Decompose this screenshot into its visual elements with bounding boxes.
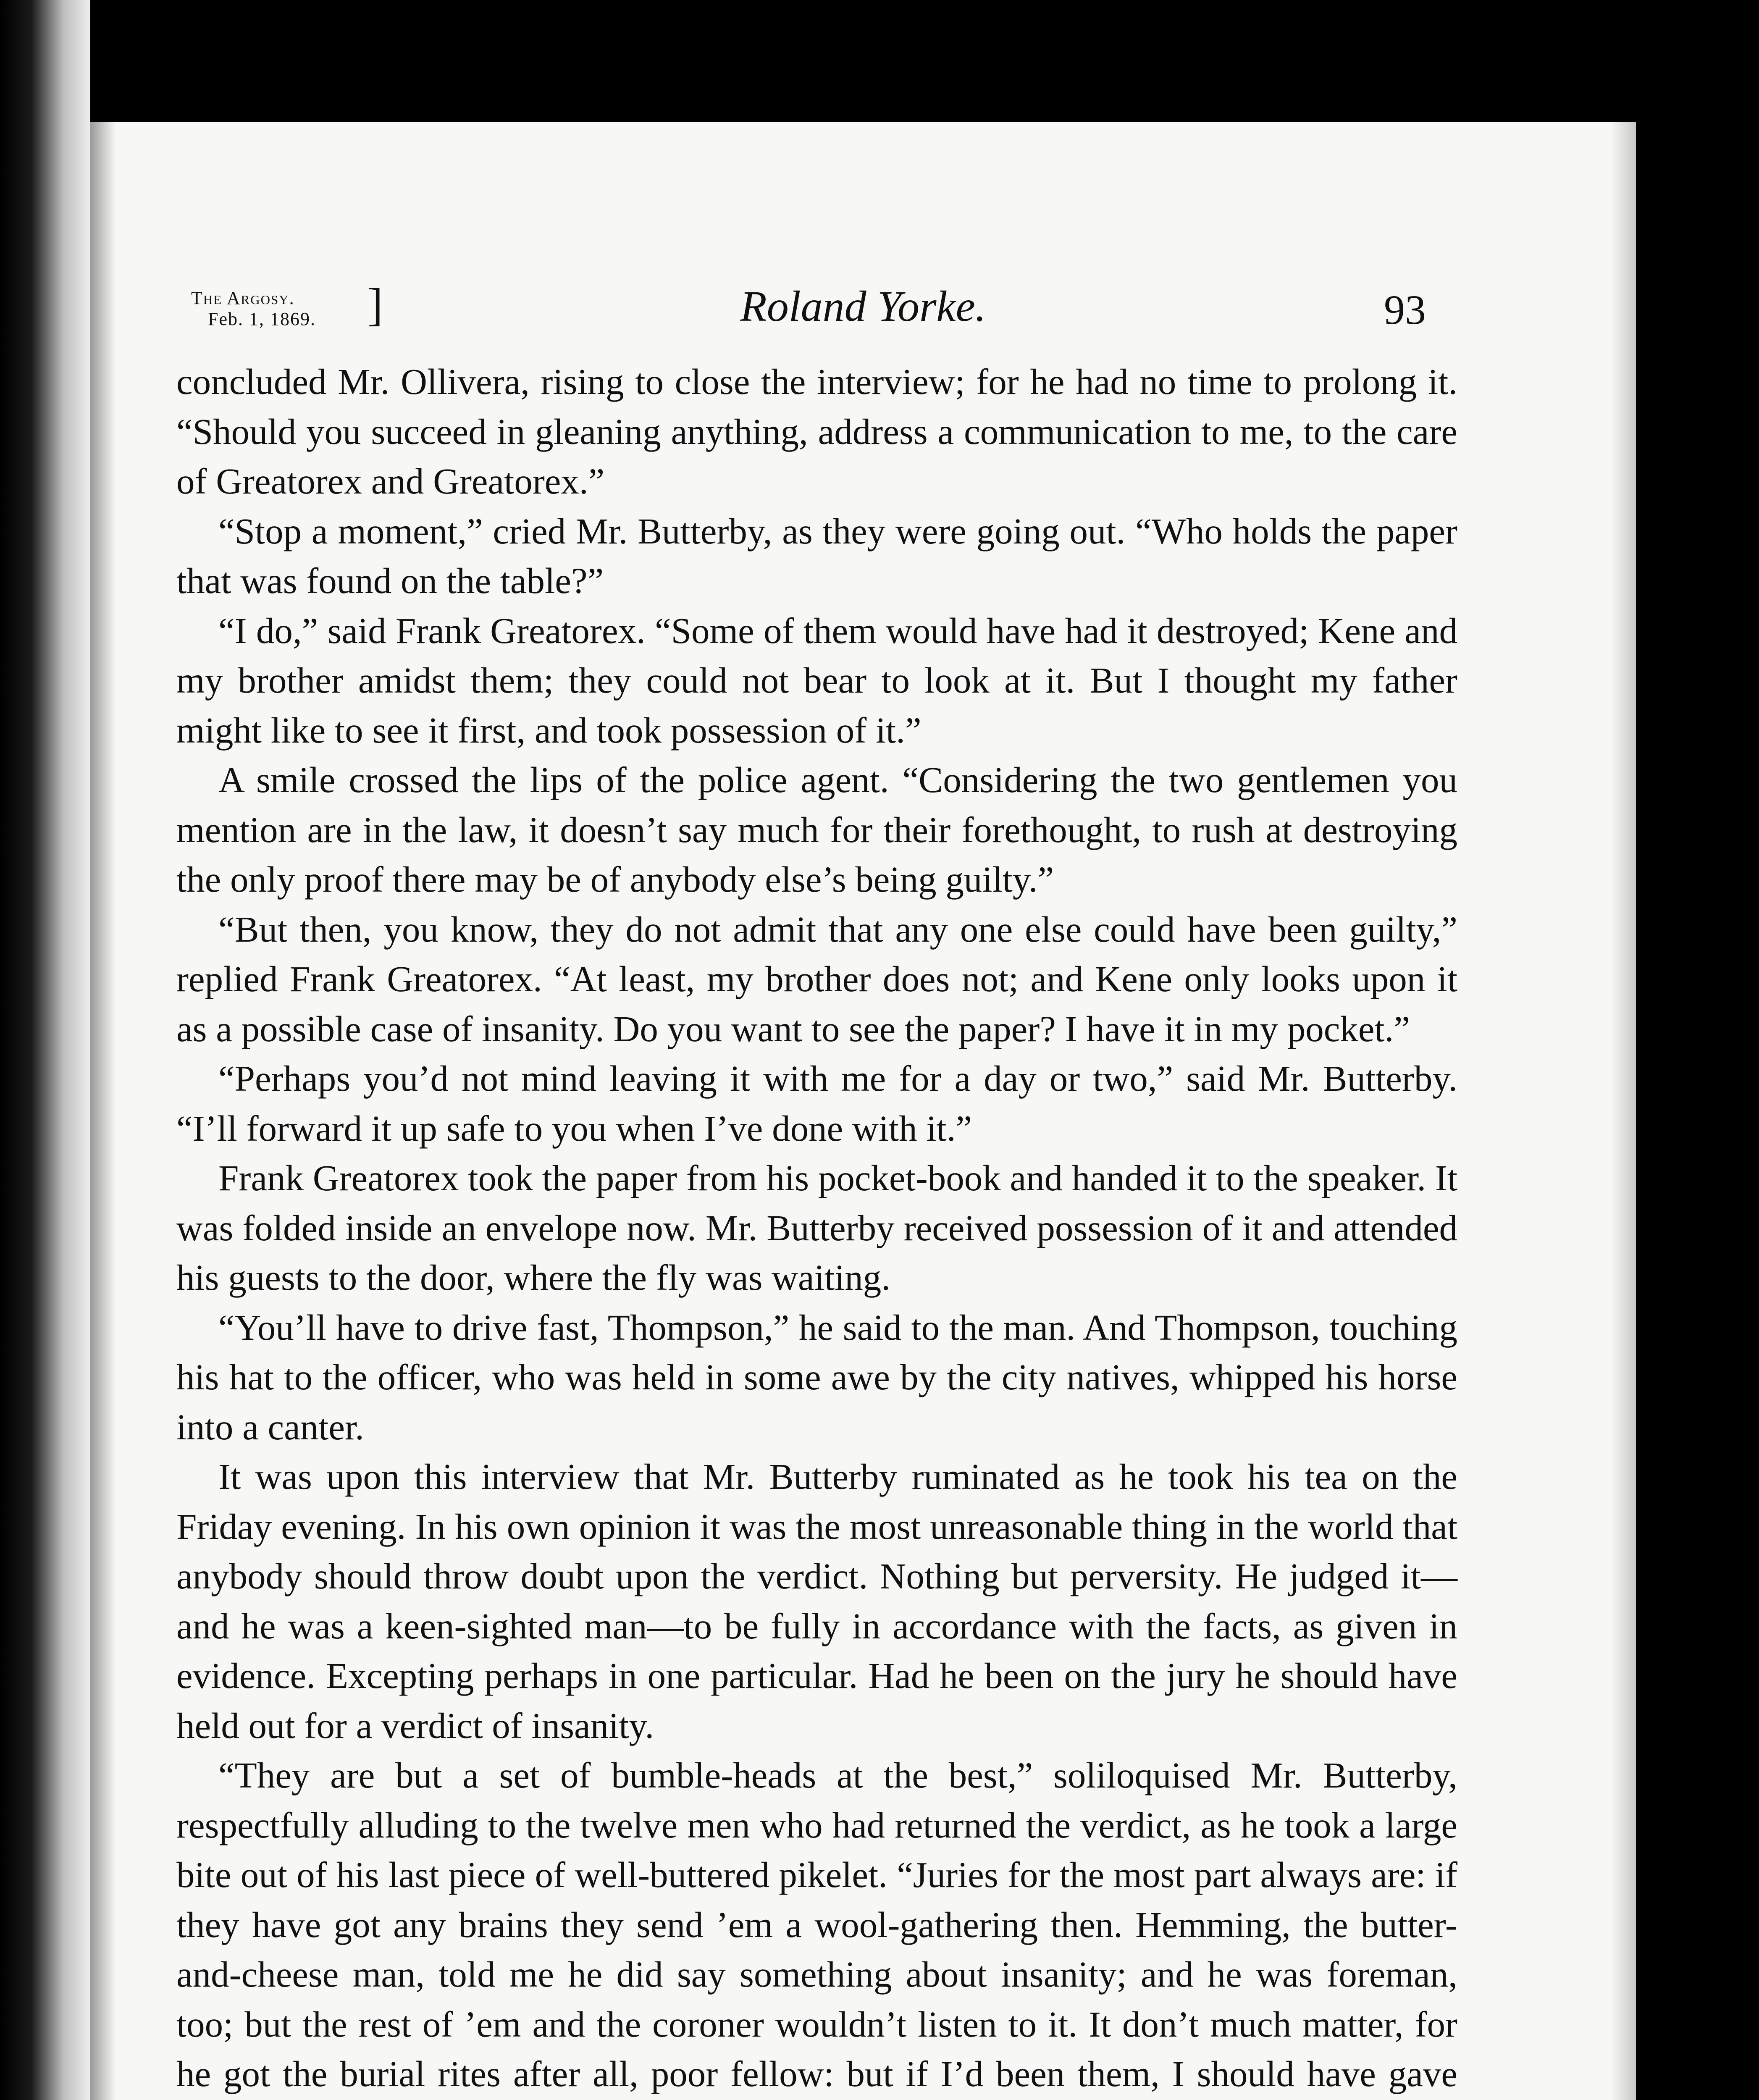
page-edge-shadow — [1611, 122, 1636, 2100]
body-text — [176, 357, 1457, 2100]
paragraph: “Stop a moment,” cried Mr. Butterby, as they were going out. “Who holds the paper that was found on the table?” — [176, 510, 1457, 601]
source-date: Feb. 1, 1869. — [208, 309, 316, 329]
paragraph: concluded Mr. Ollivera, rising to close the interview; for he had no time to prolong it. “Should you succeed in gleaning anything, address a communication to me, to the care of Greatorex and Greatorex.” — [176, 361, 1457, 501]
paragraph: Frank Greatorex took the paper from his pocket-book and handed it to the speaker. It was folded inside an envelope now. Mr. Butterby received possession of it and attended his guests to the door, where the fly was waiting. — [176, 1158, 1457, 1298]
paragraph: “But then, you know, they do not admit that any one else could have been guilty,” replied Frank Greatorex. “At least, my brother does not; and Kene only looks upon it as a possible case of insanity. Do you want to see the paper? I have it in my pocket.” — [176, 908, 1457, 1049]
paragraph: “They are but a set of bumble-heads at the best,” soliloquised Mr. Butterby, respectfully alluding to the twelve men who had returned the verdict, as he took a large bite out of his last piece of well-buttered pikelet. “Juries for the most part always are: if they have got any brains they send ’em a wool-gathering then. Hemming, the butter-and-cheese man, told me he did say something about insanity; and he was foreman, too; but the rest of ’em and the coroner wouldn’t listen to it. It don’t much matter, for he got the burial rites after all, poor fellow: but if I’d been them, I should have gave — [176, 1755, 1457, 2094]
book-page — [90, 122, 1636, 2100]
paragraph: “I do,” said Frank Greatorex. “Some of them would have had it destroyed; Kene and my brother amidst them; they could not bear to look at it. But I thought my father might like to see it first, and took possession of it.” — [176, 610, 1457, 751]
running-title: Roland Yorke. — [740, 282, 986, 331]
paragraph: A smile crossed the lips of the police agent. “Considering the two gentlemen you mention are in the law, it doesn’t say much for their forethought, to rush at destroying the only proof there may be of anybody else’s being guilty.” — [176, 759, 1457, 900]
source-bracket: ] — [368, 279, 383, 330]
book-spine — [0, 0, 90, 2100]
paragraph: “Perhaps you’d not mind leaving it with me for a day or two,” said Mr. Butterby. “I’ll forward it up safe to you when I’ve done with it.” — [176, 1058, 1457, 1149]
paragraph: “You’ll have to drive fast, Thompson,” he said to the man. And Thompson, touching his hat to the officer, who was held in some awe by the city natives, whipped his horse into a canter. — [176, 1307, 1457, 1447]
source-journal: The Argosy. — [191, 288, 295, 308]
gutter-shadow — [90, 122, 116, 2100]
page-number: 93 — [1384, 286, 1426, 333]
paragraph: It was upon this interview that Mr. Butterby ruminated as he took his tea on the Friday evening. In his own opinion it was the most unreasonable thing in the world that anybody should throw doubt upon the verdict. Nothing but perversity. He judged it—and he was a keen-sighted man—to be fully in accordance with the facts, as given in evidence. Excepting perhaps in one particular. Had he been on the jury he should have held out for a verdict of insanity. — [176, 1456, 1457, 1746]
